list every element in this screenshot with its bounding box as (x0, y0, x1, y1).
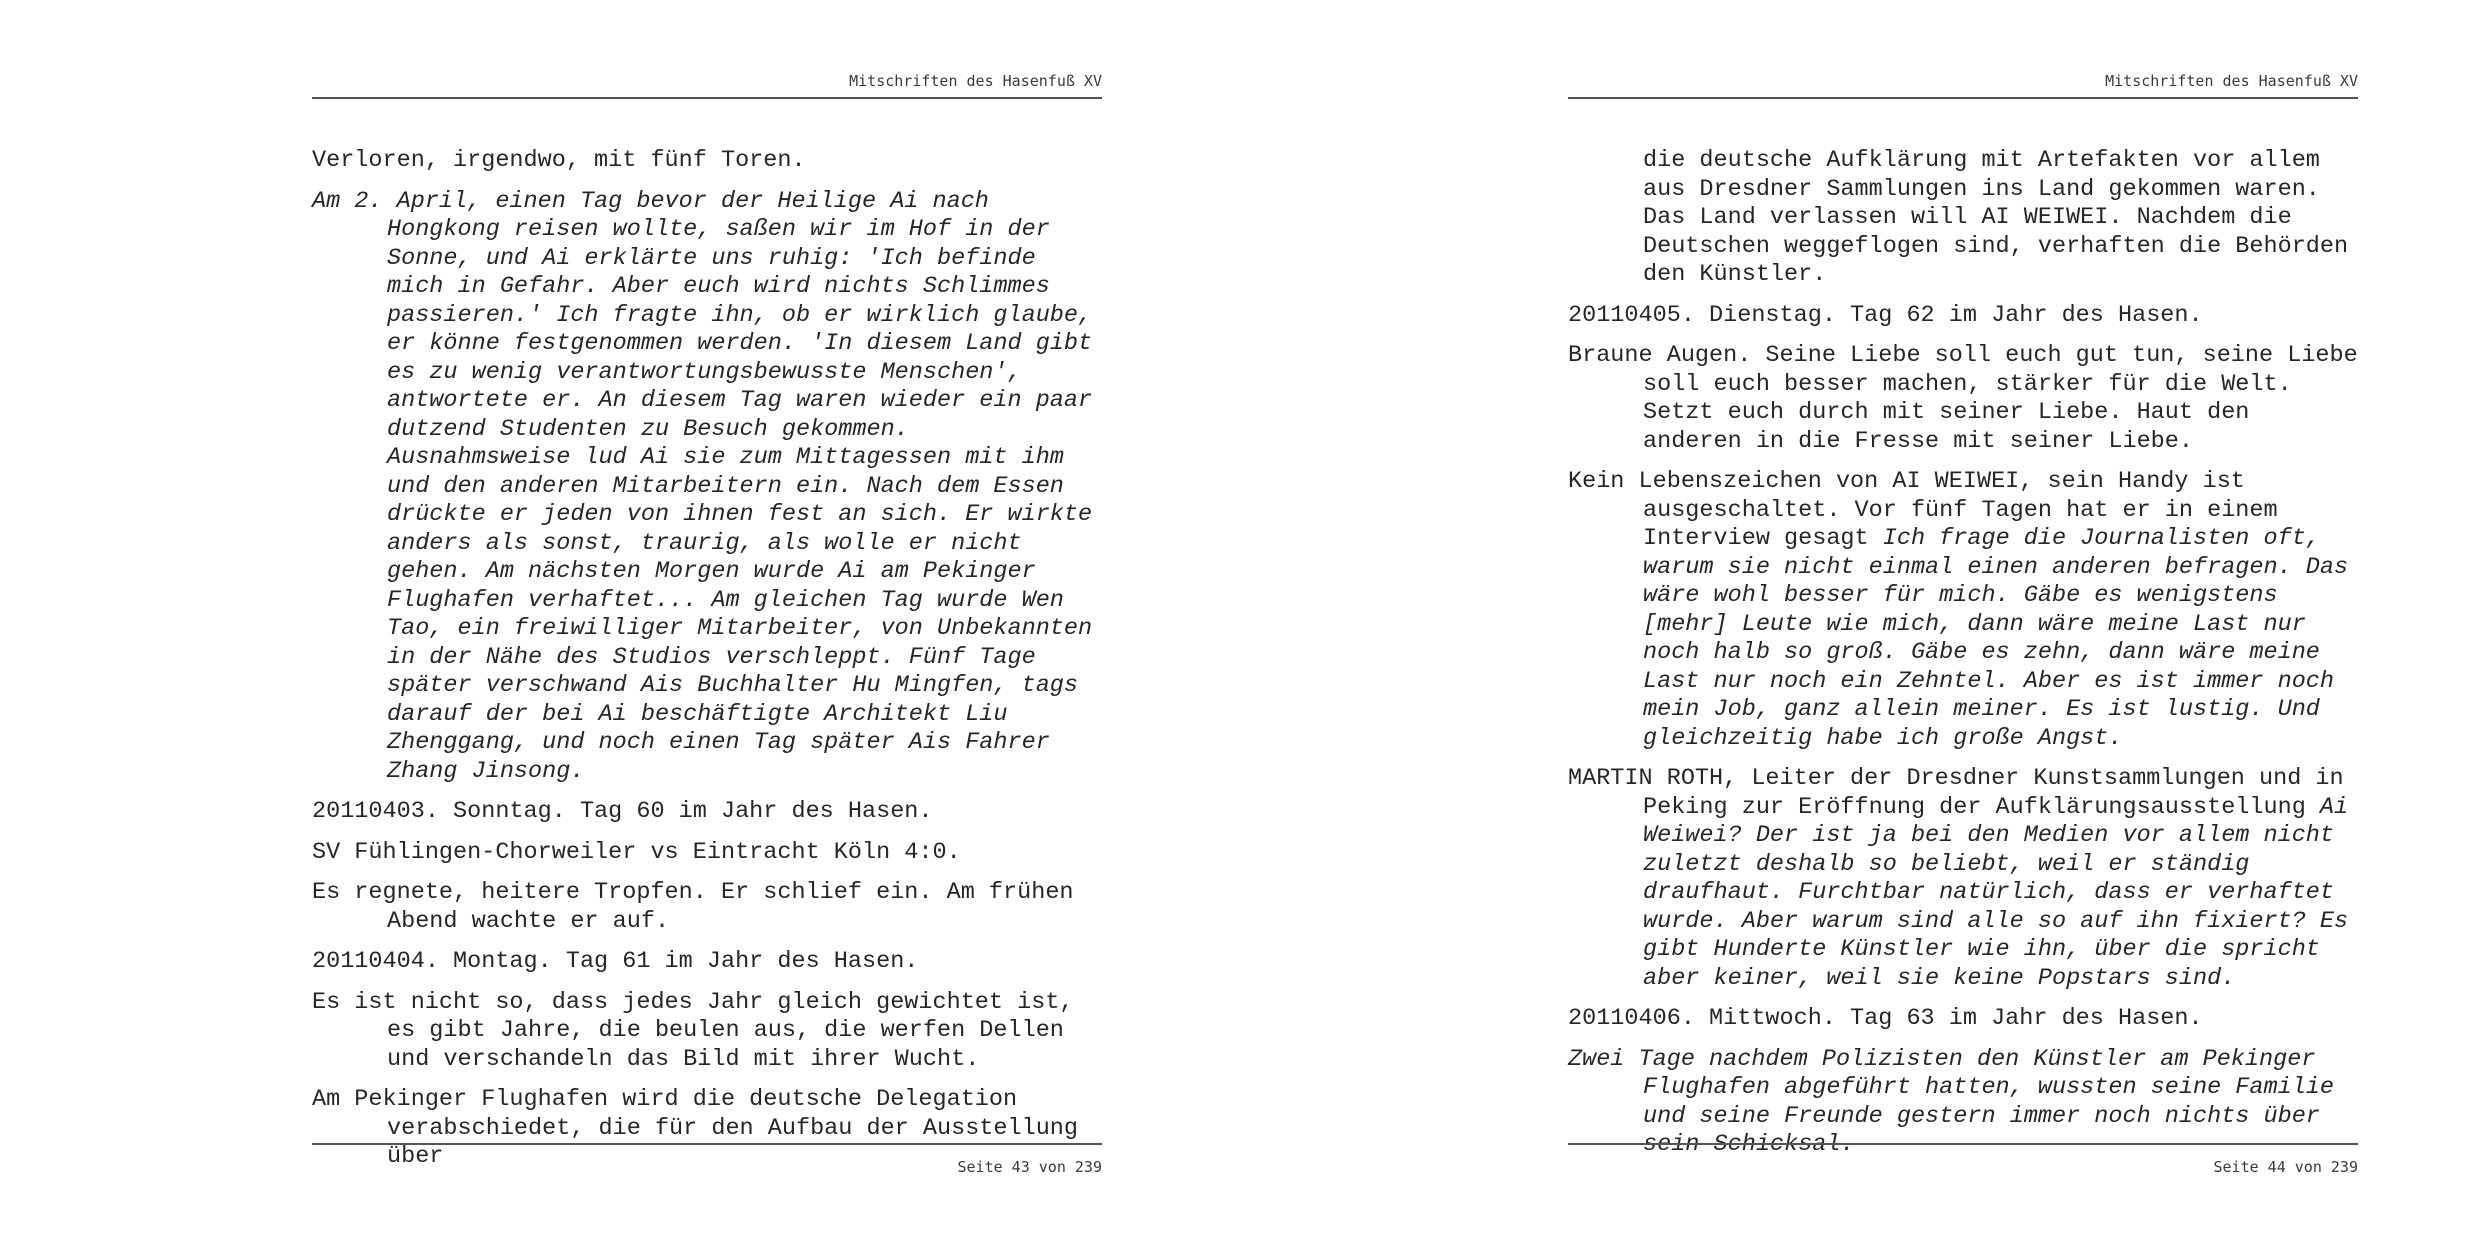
date-heading: 20110404. Montag. Tag 61 im Jahr des Hasen. (312, 948, 919, 975)
paragraph-quote: Am 2. April, einen Tag bevor der Heilige Ai nach Hongkong reisen wollte, saßen wir im Hof in der Sonne, und Ai erklärte uns ruhig: 'Ich befinde mich in Gefahr. Aber euch wird nichts Schlimmes passieren.' Ich fragte ihn, ob er wirklich glaube, er könne festgenommen werden. 'In diesem Land gibt es zu wenig verantwortungsbewusste Menschen', antwortete er. An diesem Tag waren wieder ein paar dutzend Studenten zu Besuch gekommen. Ausnahmsweise lud Ai sie zum Mittagessen mit ihm und den anderen Mitarbeitern ein. Nach dem Essen drückte er jeden von ihnen fest an sich. Er wirkte anders als sonst, traurig, als wolle er nicht gehen. Am nächsten Morgen wurde Ai am Pekinger Flughafen verhaftet... Am gleichen Tag wurde Wen Tao, ein freiwilliger Mitarbeiter, von Unbekannten in der Nähe des Studios verschleppt. Fünf Tage später verschwand Ais Buchhalter Hu Mingfen, tags darauf der bei Ai beschäftigte Architekt Liu Zhenggang, und noch einen Tag später Ais Fahrer Zhang Jinsong. (312, 187, 1093, 785)
running-head: Mitschriften des Hasenfuß XV (849, 72, 1102, 90)
date-heading: 20110405. Dienstag. Tag 62 im Jahr des Hasen. (1568, 301, 2203, 329)
page-body (1568, 147, 2358, 1172)
page-number: Seite 44 von 239 (2213, 1158, 2358, 1176)
footer-rule (1568, 1143, 2358, 1145)
left-page (312, 0, 1102, 1240)
header-rule (1568, 97, 2358, 99)
page-body (312, 147, 1102, 1184)
paragraph: Am Pekinger Flughafen wird die deutsche Delegation verabschiedet, die für den Aufbau der Ausstellung über (312, 1086, 1079, 1170)
paragraph-text: MARTIN ROTH, Leiter der Dresdner Kunstsammlungen und in Peking zur Eröffnung der Aufklärungsausstellung (1568, 765, 2344, 821)
running-head: Mitschriften des Hasenfuß XV (2105, 72, 2358, 90)
page-number: Seite 43 von 239 (957, 1158, 1102, 1176)
quote-text: Ich frage die Journalisten oft, warum sie nicht einmal einen anderen befragen. Das wäre wohl besser für mich. Gäbe es wenigstens [mehr] Leute wie mich, dann wäre meine Last nur noch halb so groß. Gäbe es zehn, dann wäre meine Last nur noch ein Zehntel. Aber es ist immer noch mein Job, ganz allein meiner. Es ist lustig. Und gleichzeitig habe ich große Angst. (1643, 525, 2349, 752)
date-heading: 20110406. Mittwoch. Tag 63 im Jahr des Hasen. (1568, 1005, 2203, 1032)
right-page (1568, 0, 2358, 1240)
paragraph-with-quote (1568, 468, 2358, 753)
paragraph-continuation: die deutsche Aufklärung mit Artefakten vor allem aus Dresdner Sammlungen ins Land gekommen waren. Das Land verlassen will AI WEIWEI. Nachdem die Deutschen weggeflogen sind, verhaften die Behörden den Künstler. (1643, 147, 2349, 288)
paragraph-with-quote (1568, 765, 2358, 993)
header-rule (312, 97, 1102, 99)
footer-rule (312, 1143, 1102, 1145)
paragraph: Es regnete, heitere Tropfen. Er schlief ein. Am frühen Abend wachte er auf. (312, 879, 1074, 935)
paragraph: Braune Augen. Seine Liebe soll euch gut tun, seine Liebe soll euch besser machen, stärker für die Welt. Setzt euch durch mit seiner Liebe. Haut den anderen in die Fresse mit seiner Liebe. (1568, 342, 2358, 455)
paragraph: Es ist nicht so, dass jedes Jahr gleich gewichtet ist, es gibt Jahre, die beulen aus, die werfen Dellen und verschandeln das Bild mit ihrer Wucht. (312, 988, 1074, 1073)
paragraph: Verloren, irgendwo, mit fünf Toren. (312, 147, 806, 174)
paragraph-quote: Zwei Tage nachdem Polizisten den Künstler am Pekinger Flughafen abgeführt hatten, wussten seine Familie und seine Freunde gestern immer noch nichts über sein Schicksal. (1568, 1045, 2335, 1158)
paragraph-text: Kein Lebenszeichen von AI WEIWEI, sein Handy ist ausgeschaltet. Vor fünf Tagen hat er in einem Interview gesagt (1568, 468, 2278, 552)
quote-text: Ai Weiwei? Der ist ja bei den Medien vor allem nicht zuletzt deshalb so beliebt, weil er ständig draufhaut. Furchtbar natürlich, dass er verhaftet wurde. Aber warum sind alle so auf ihn fixiert? Es gibt Hunderte Künstler wie ihn, über die spricht aber keiner, weil sie keine Popstars sind. (1643, 793, 2349, 992)
date-heading: 20110403. Sonntag. Tag 60 im Jahr des Hasen. (312, 798, 933, 825)
paragraph: SV Fühlingen-Chorweiler vs Eintracht Köln 4:0. (312, 838, 961, 866)
